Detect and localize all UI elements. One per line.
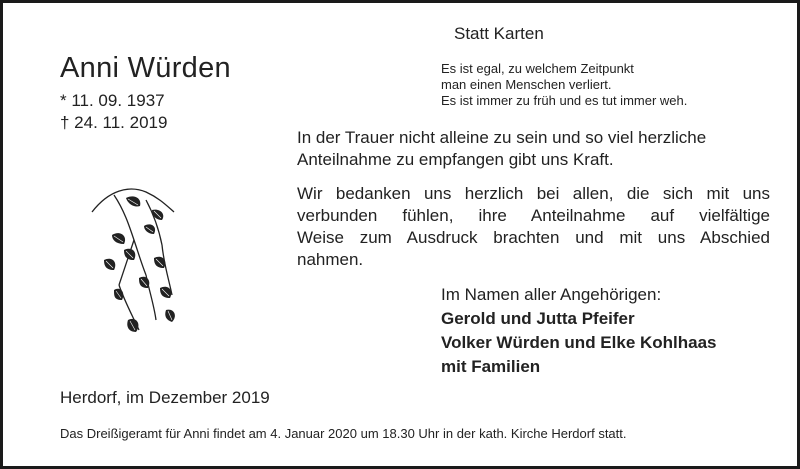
thanks-paragraph-2 [297,183,770,271]
relative-name: Volker Würden und Elke Kohlhaas [441,333,717,352]
life-dates [60,90,167,134]
relative-name: Gerold und Jutta Pfeifer [441,309,635,328]
place-date: Herdorf, im Dezember 2019 [60,388,270,407]
relatives-list [441,307,717,379]
relative-name: mit Familien [441,357,541,376]
birch-leaves-branch-icon [84,180,194,350]
paragraph-line: verbunden fühlen, ihre Anteilnahme auf vielfältige [297,206,770,225]
quote-line: Es ist immer zu früh und es tut immer weh. [441,93,688,108]
deceased-name: Anni Würden [60,52,231,84]
thanks-paragraph-1 [297,127,706,171]
death-date: † 24. 11. 2019 [60,113,168,132]
paragraph-line: nahmen. [297,250,364,269]
notice-heading: Statt Karten [454,24,544,43]
memorial-service-note: Das Dreißigeramt für Anni findet am 4. Januar 2020 um 18.30 Uhr in der kath. Kirche Herdorf statt. [60,426,627,441]
quote-line: Es ist egal, zu welchem Zeitpunkt [441,61,634,76]
birth-date: * 11. 09. 1937 [60,91,165,110]
paragraph-line: Anteilnahme zu empfangen gibt uns Kraft. [297,150,614,169]
quote-line: man einen Menschen verliert. [441,77,612,92]
paragraph-line: Wir bedanken uns herzlich bei allen, die sich mit uns [297,184,770,203]
quote [441,61,687,109]
signoff: Im Namen aller Angehörigen: [441,285,662,304]
paragraph-line: In der Trauer nicht alleine zu sein und so viel herzliche [297,128,707,147]
paragraph-line: Weise zum Ausdruck brachten und mit uns Abschied [297,228,770,247]
